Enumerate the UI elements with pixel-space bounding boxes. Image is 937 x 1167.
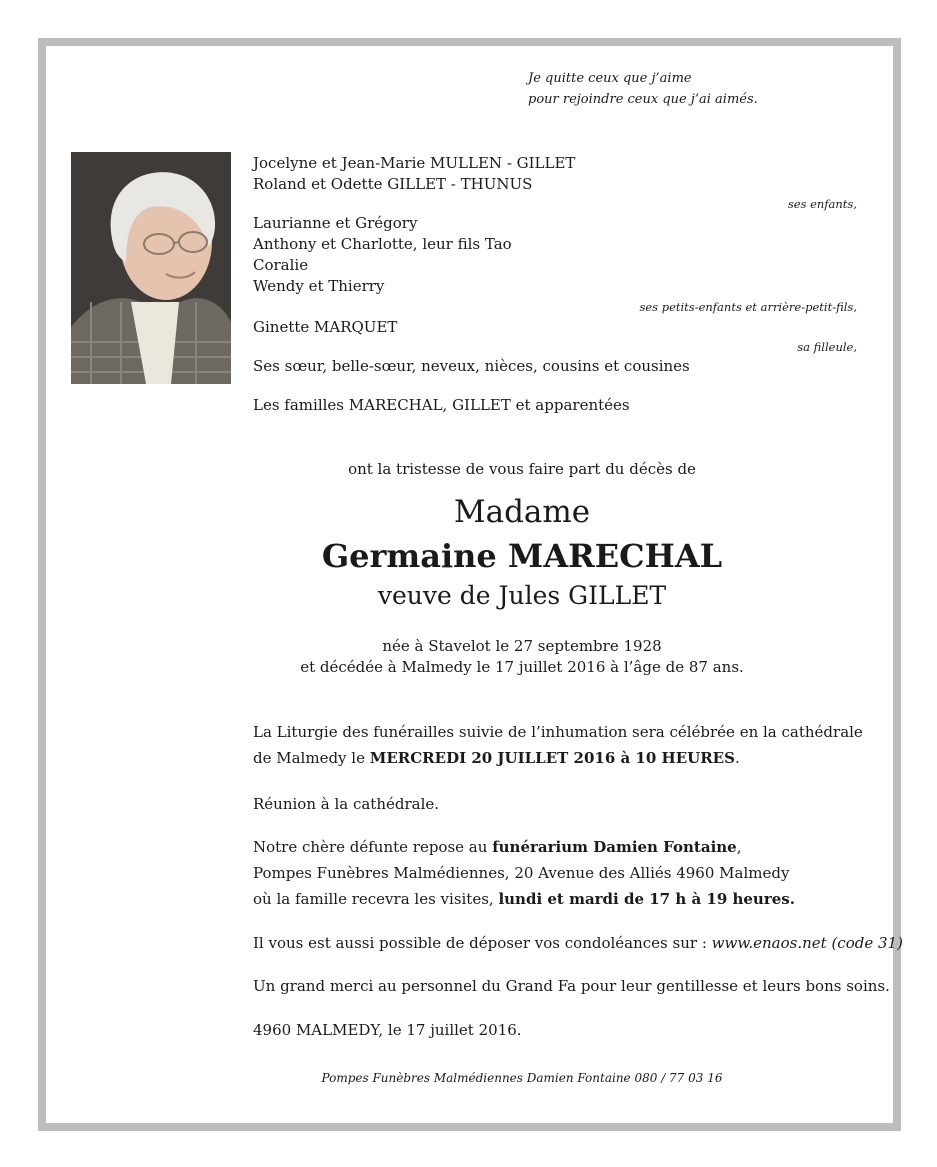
children-block xyxy=(253,153,575,195)
address-line: Pompes Funèbres Malmédiennes, 20 Avenue des Alliés 4960 Malmedy xyxy=(253,864,790,882)
epigraph xyxy=(528,68,758,110)
siblings-line: Ses sœur, belle-sœur, neveux, nièces, cousins et cousines xyxy=(253,357,690,375)
rest-line xyxy=(253,834,795,860)
liturgy-line-2 xyxy=(253,745,863,771)
goddaughter-name: Ginette MARQUET xyxy=(253,318,398,336)
families-line: Les familles MARECHAL, GILLET et apparentées xyxy=(253,396,630,414)
condolences-prefix: Il vous est aussi possible de déposer vos condoléances sur : xyxy=(253,934,712,952)
condolences-line xyxy=(253,930,903,956)
portrait-photo xyxy=(71,152,231,384)
grandchild-line: Laurianne et Grégory xyxy=(253,214,418,232)
visits-times: lundi et mardi de 17 h à 19 heures. xyxy=(498,890,795,908)
grandchild-line: Coralie xyxy=(253,256,309,274)
reunion-line: Réunion à la cathédrale. xyxy=(253,795,440,813)
liturgy-date: MERCREDI 20 JUILLET 2016 à 10 HEURES xyxy=(369,749,735,767)
thanks-line: Un grand merci au personnel du Grand Fa pour leur gentillesse et leurs bons soins. xyxy=(253,977,890,995)
visits-line xyxy=(253,886,795,912)
liturgy-prefix: de Malmedy le xyxy=(253,749,370,767)
deceased-title: Madame xyxy=(453,494,591,530)
grandchild-line: Anthony et Charlotte, leur fils Tao xyxy=(253,235,512,253)
death-line: et décédée à Malmedy le 17 juillet 2016 à l’âge de 87 ans. xyxy=(300,658,744,676)
funerarium-name: funérarium Damien Fontaine xyxy=(492,838,737,856)
child-line: Roland et Odette GILLET - THUNUS xyxy=(253,175,533,193)
liturgy-paragraph xyxy=(253,719,863,771)
epigraph-line-2: pour rejoindre ceux que j’ai aimés. xyxy=(528,92,758,107)
footer-text: Pompes Funèbres Malmédiennes Damien Fontaine 080 / 77 03 16 xyxy=(321,1071,723,1085)
portrait-image xyxy=(71,152,231,384)
epigraph-line-1: Je quitte ceux que j’aime xyxy=(528,71,692,86)
liturgy-line-1: La Liturgie des funérailles suivie de l’inhumation sera célébrée en la cathédrale xyxy=(253,723,863,741)
announcement-intro: ont la tristesse de vous faire part du décès de xyxy=(348,460,696,478)
rest-prefix: Notre chère défunte repose au xyxy=(253,838,493,856)
liturgy-suffix: . xyxy=(734,749,740,767)
widow-line: veuve de Jules GILLET xyxy=(377,581,667,610)
grandchildren-role: ses petits-enfants et arrière-petit-fils, xyxy=(639,300,857,314)
child-line: Jocelyne et Jean-Marie MULLEN - GILLET xyxy=(253,154,576,172)
deceased-name: Germaine MARECHAL xyxy=(321,537,723,575)
visits-prefix: où la famille recevra les visites, xyxy=(253,890,499,908)
grandchild-line: Wendy et Thierry xyxy=(253,277,385,295)
grandchildren-block xyxy=(253,213,512,297)
place-date-line: 4960 MALMEDY, le 17 juillet 2016. xyxy=(253,1021,522,1039)
children-role: ses enfants, xyxy=(787,197,857,211)
rest-paragraph xyxy=(253,834,795,912)
condolences-link[interactable]: www.enaos.net (code 31) xyxy=(711,934,903,952)
rest-suffix: , xyxy=(736,838,742,856)
birth-line: née à Stavelot le 27 septembre 1928 xyxy=(382,637,662,655)
goddaughter-role: sa filleule, xyxy=(797,340,857,354)
